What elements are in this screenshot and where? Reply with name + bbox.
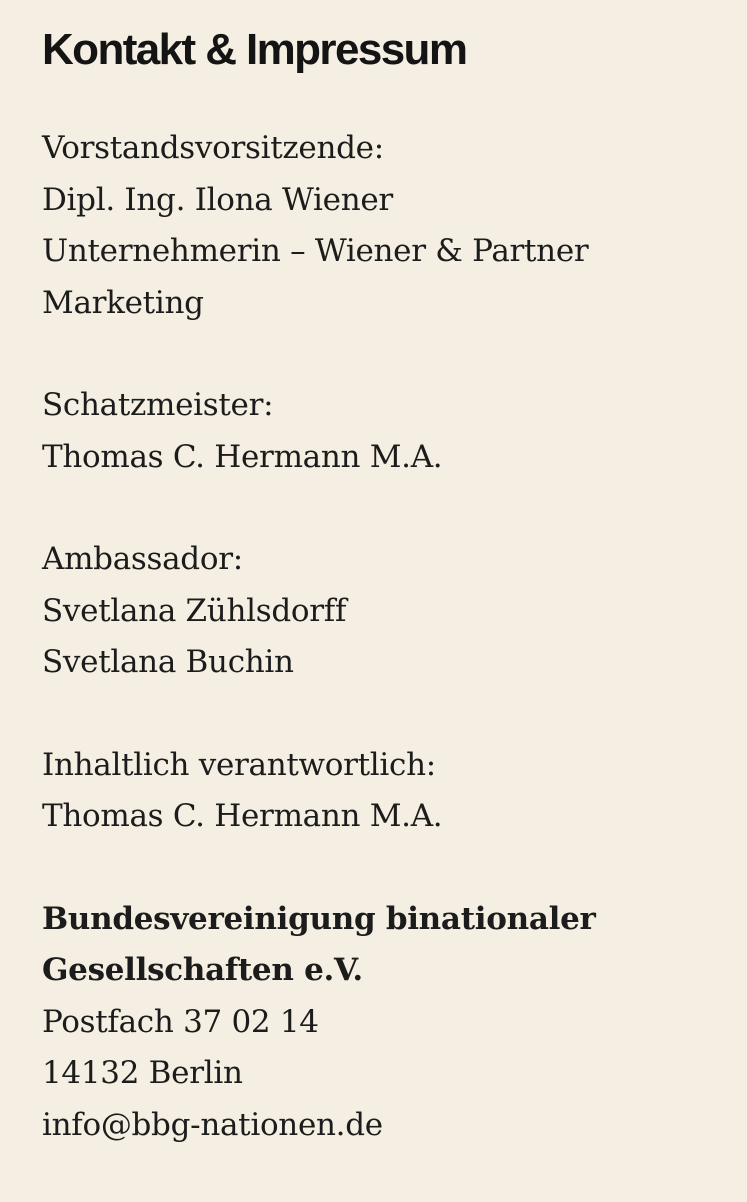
page-title: Kontakt & Impressum (42, 25, 467, 74)
organization-name-line-1: Bundesvereinigung binationaler (42, 900, 596, 937)
ambassador-name-2: Svetlana Buchin (42, 644, 294, 680)
email-link[interactable]: info@bbg-nationen.de (42, 1106, 383, 1143)
organization-address (42, 894, 732, 1152)
ambassador-heading: Ambassador: (42, 541, 243, 577)
impressum-content (42, 22, 732, 1202)
responsible-section (42, 740, 732, 843)
responsible-heading: Inhaltlich verantwortlich: (42, 746, 436, 783)
postbox: Postfach 37 02 14 (42, 1003, 319, 1040)
responsible-name: Thomas C. Hermann M.A. (42, 798, 443, 834)
chair-section (42, 123, 732, 329)
chair-role-line-2: Marketing (42, 284, 204, 321)
treasurer-heading: Schatzmeister: (42, 387, 274, 423)
ambassador-name-1: Svetlana Zühlsdorff (42, 592, 347, 629)
chair-role-line-1: Unternehmerin – Wiener & Partner (42, 233, 589, 269)
organization-name-line-2: Gesellschaften e.V. (42, 952, 363, 988)
treasurer-name: Thomas C. Hermann M.A. (42, 438, 443, 475)
ambassador-section (42, 534, 732, 689)
chair-heading: Vorstandsvorsitzende: (42, 130, 384, 166)
treasurer-section (42, 380, 732, 483)
city: 14132 Berlin (42, 1055, 243, 1091)
chair-name: Dipl. Ing. Ilona Wiener (42, 181, 393, 218)
